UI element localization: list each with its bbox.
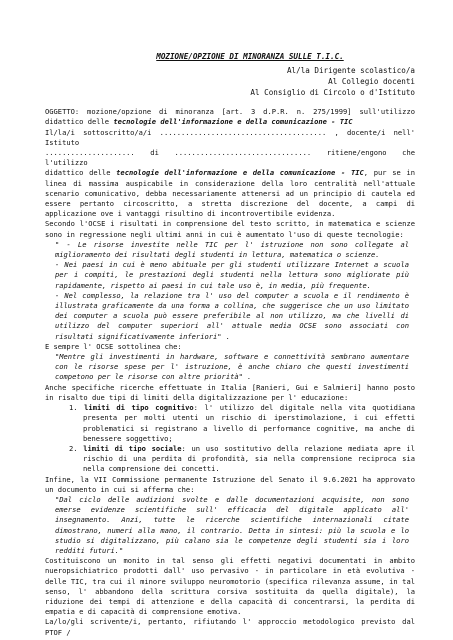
limit-text-2: : un uso sostitutivo della relazione mediata apre il rischio di una perdita di profondità, sia nella comprensione reciproca sia nella comprensione dei concetti.	[83, 443, 415, 474]
limit-num-2: 2.	[69, 443, 78, 453]
limit-bold-2: limiti di tipo sociale	[83, 443, 182, 453]
intro-paragraph	[45, 168, 415, 219]
limit-bold-1: limiti di tipo cognitivo	[84, 403, 194, 413]
oggetto-paragraph	[45, 107, 415, 127]
ocse2-intro: E sempre l' OCSE sottolinea che:	[45, 341, 182, 351]
limit-item-1	[45, 403, 415, 444]
ocse-quote-2: - Nei paesi in cui è meno abituale per gli studenti utilizzare Internet a scuola per i compiti, le prestazioni degli studenti nella lettura sono migliorate più rapidamente, rispetto ai paesi in cui tale uso è, in media, più frequente.	[55, 260, 409, 290]
intro-text-a: didattico delle	[45, 168, 117, 178]
intro-line-1: Il/la/i sottoscritto/a/i ....................................... , docente/i nell' Istituto	[45, 127, 415, 147]
senato-quote: "Dal ciclo delle audizioni svolte e dalle documentazioni acquisite, non sono emerse evidenze scientifiche sull' efficacia del digitale applicato all' insegnamento. Anzi, tutte le ricerche scientifiche internazionali citate dimostrano, numeri alla mano, il contrario. Detta in sintesi: più la scuola e lo studio si digitalizzano, più calano sia le competenze degli studenti sia i loro redditi futuri."	[55, 494, 409, 555]
oggetto-bold: tecnologie dell'informazione e della comunicazione - TIC	[113, 117, 353, 127]
addressee-consiglio: Al Consiglio di Circolo o d'Istituto	[250, 88, 415, 98]
closing-paragraph: Costituiscono un monito in tal senso gli effetti negativi documentati in ambito nueropsichiatrico prodotti dall' uso pervasivo - in particolare in età evolutiva - delle TIC, tra cui il minore sviluppo neuromotorio (specifica rilevanza assume, in tal senso, l' abbandono della scrittura corsiva sostituita da quella digitale), la riduzione dei tempi di attenzione e della capacità di concentrarsi, la perdita di empatia e di capacità di comprensione emotiva.	[45, 556, 415, 617]
intro-line-2: ..................... di ................................ ritiene/engono che l'utilizzo	[45, 148, 415, 168]
ocse-intro: Secondo l'OCSE i risultati in comprensione del testo scritto, in matematica e scienze sono in regressione negli ultimi anni in cui è aumentato l'uso di queste tecnologie:	[45, 219, 415, 239]
oggetto-text: OGGETTO: mozione/opzione di minoranza [art. 3 d.P.R. n. 275/1999] sull'utilizzo didattico delle	[45, 107, 415, 127]
final-paragraph: La/lo/gli scrivente/i, pertanto, rifiutando l' approccio metodologico previsto dal PTOF /	[45, 617, 415, 637]
intro-bold: tecnologie dell'informazione e della comunicazione - TIC	[116, 168, 364, 178]
ricerche-paragraph: Anche specifiche ricerche effettuate in Italia [Ranieri, Gui e Salmieri] hanno posto in risalto due tipi di limiti della digitalizzazione per l' educazione:	[45, 382, 415, 402]
ocse-quote-1: " - Le risorse investite nelle TIC per l' istruzione non sono collegate al miglioramento dei risultati degli studenti in lettura, matematica o scienze.	[55, 239, 409, 260]
limit-num-1: 1.	[69, 403, 78, 413]
document-page	[45, 52, 415, 638]
addressee-collegio: Al Collegio docenti	[328, 77, 415, 87]
ocse-quote-3: - Nel complesso, la relazione tra l' uso del computer a scuola e il rendimento è illustrata graficamente da una forma a collina, che suggerisce che un uso limitato dei computer a scuola può essere preferibile al non utilizzo, ma che livelli di utilizzo del computer superiori all' attuale media OCSE sono associati con risultati significativamente inferiori" .	[55, 290, 409, 341]
senato-intro: Infine, la VII Commissione permanente Istruzione del Senato il 9.6.2021 ha approvato un documento in cui si afferma che:	[45, 474, 415, 494]
ocse2-quote: "Mentre gli investimenti in hardware, software e connettività sembrano aumentare con le risorse spese per l' istruzione, è anche chiaro che questi investimenti competono per le risorse con altre priorità" .	[55, 352, 409, 382]
limit-item-2	[45, 444, 415, 475]
addressee-dirigente: Al/la Dirigente scolastico/a	[286, 66, 415, 76]
intro-text-c: , pur se in linea di massima auspicabile in considerazione della loro centralità nell'attuale scenario comunicativo, debba necessariamente attenersi ad un principio di cautela ed essere pertanto circoscritto, a stretta discrezione del docente, a campi di applicazione ove i vantaggi risultino di incontrovertibile evidenza.	[45, 168, 415, 219]
limit-text-1: : l' utilizzo del digitale nella vita quotidiana presenta per molti utenti un rischio di iperstimolazione, i cui effetti problematici si registrano a livello di performance cognitive, ma anche di benessere soggettivo;	[83, 403, 416, 443]
document-title: MOZIONE/OPZIONE DI MINORANZA SULLE T.I.C.	[156, 52, 344, 61]
